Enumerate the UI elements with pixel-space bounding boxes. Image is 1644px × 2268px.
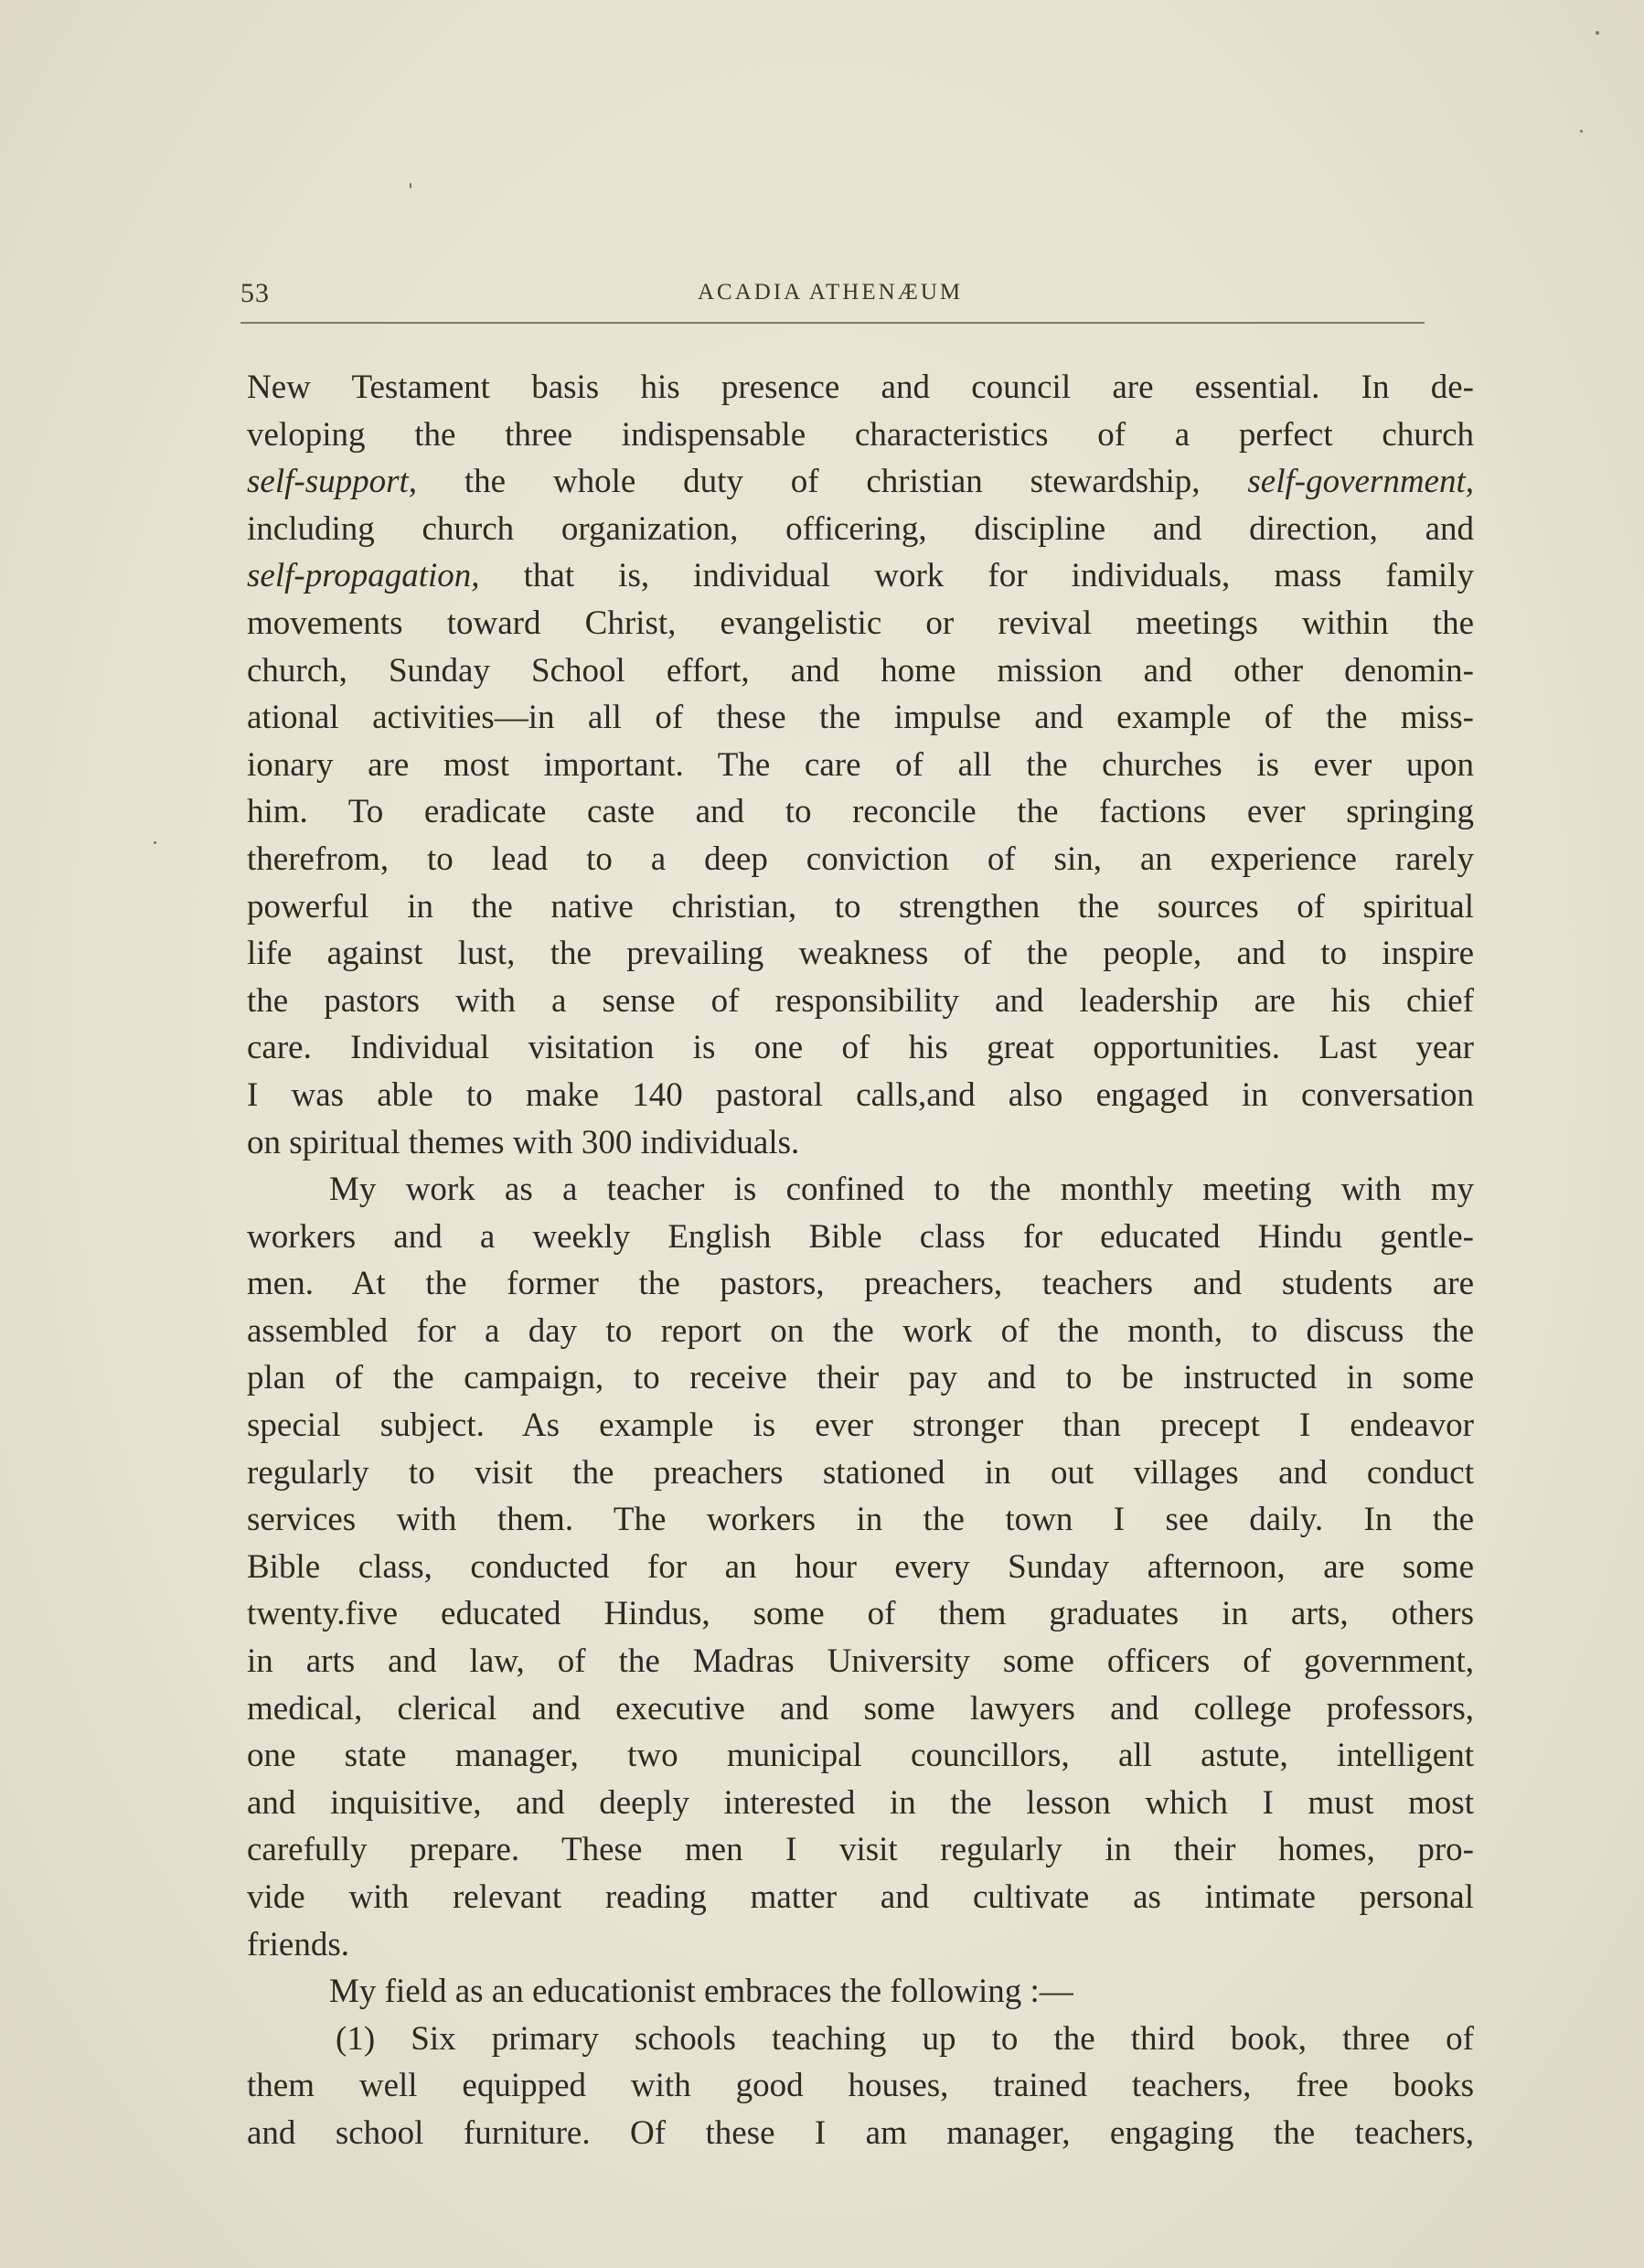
paper-speck [154, 841, 156, 844]
text-line [247, 1921, 1474, 1969]
text-run: self-propagation, [247, 557, 480, 595]
text-run: movements toward Christ, evangelistic or revival meetings within the [247, 604, 1474, 642]
paragraph [247, 2016, 1474, 2157]
text-line [247, 836, 1474, 883]
paper-speck [1596, 31, 1599, 35]
text-line [247, 1826, 1474, 1874]
text-line [247, 883, 1474, 931]
paragraph [247, 364, 1474, 1166]
text-run: vide with relevant reading matter and cultivate as intimate personal [247, 1878, 1474, 1916]
text-run: and inquisitive, and deeply interested in the lesson which I must most [247, 1783, 1474, 1822]
text-line [247, 458, 1474, 506]
text-run: the pastors with a sense of responsibility and leadership are his chief [247, 981, 1474, 1020]
running-head: ACADIA ATHENÆUM [698, 280, 964, 305]
text-run: life against lust, the prevailing weakness of the people, and to inspire [247, 935, 1474, 973]
text-run: plan of the campaign, to receive their pay and to be instructed in some [247, 1359, 1474, 1397]
text-line [247, 647, 1474, 695]
page-number: 53 [240, 278, 270, 308]
text-run: Bible class, conducted for an hour every Sunday afternoon, are some [247, 1547, 1474, 1586]
text-line [247, 2062, 1474, 2110]
text-line [247, 694, 1474, 742]
text-run: therefrom, to lead to a deep conviction of sin, an experience rarely [247, 840, 1474, 878]
header-rule [240, 322, 1425, 324]
text-line [247, 1308, 1474, 1355]
text-line [247, 1260, 1474, 1308]
text-run: friends. [247, 1925, 349, 1963]
text-run: medical, clerical and executive and some lawyers and college professors, [247, 1689, 1474, 1728]
text-run: ionary are most important. The care of all the churches is ever upon [247, 745, 1474, 784]
text-run: (1) Six primary schools teaching up to the third book, three of [336, 2019, 1474, 2058]
text-line [247, 1780, 1474, 1827]
text-run: regularly to visit the preachers stationed in out villages and conduct [247, 1453, 1474, 1492]
text-line [247, 1968, 1474, 2016]
text-run: church, Sunday School effort, and home mission and other denomin- [247, 651, 1474, 690]
body-text [247, 364, 1474, 2157]
text-run: twenty.five educated Hindus, some of them graduates in arts, others [247, 1595, 1474, 1633]
text-line [247, 506, 1474, 553]
text-line [247, 600, 1474, 647]
text-line [247, 364, 1474, 412]
text-line [247, 1544, 1474, 1591]
text-run: on spiritual themes with 300 individuals. [247, 1123, 800, 1161]
text-run: ational activities—in all of these the impulse and example of the miss- [247, 699, 1474, 737]
text-line [247, 930, 1474, 978]
text-line [247, 1732, 1474, 1780]
text-run: him. To eradicate caste and to reconcile the factions ever springing [247, 793, 1474, 831]
text-run: and school furniture. Of these I am manager, engaging the teachers, [247, 2113, 1474, 2152]
text-run: self-support, [247, 463, 418, 501]
text-line [247, 788, 1474, 836]
text-line [247, 2016, 1474, 2063]
text-line [247, 1354, 1474, 1402]
text-run: I was able to make 140 pastoral calls,and also engaged in conversation [247, 1075, 1474, 1114]
text-line [247, 1166, 1474, 1214]
text-run: one state manager, two municipal councillors, all astute, intelligent [247, 1737, 1474, 1775]
text-run: veloping the three indispensable characteristics of a perfect church [247, 415, 1474, 454]
text-run: powerful in the native christian, to strengthen the sources of spiritual [247, 887, 1474, 925]
paragraph [247, 1968, 1474, 2016]
paper-speck [410, 183, 411, 188]
text-run: self-government, [1247, 463, 1474, 501]
text-run: special subject. As example is ever stronger than precept I endeavor [247, 1407, 1474, 1445]
text-run: men. At the former the pastors, preachers, teachers and students are [247, 1265, 1474, 1303]
text-run: services with them. The workers in the town I see daily. In the [247, 1501, 1474, 1539]
text-line [247, 1214, 1474, 1261]
text-run: carefully prepare. These men I visit regularly in their homes, pro- [247, 1831, 1474, 1869]
text-line [247, 1072, 1474, 1119]
text-run: them well equipped with good houses, trained teachers, free books [247, 2067, 1474, 2105]
text-run: assembled for a day to report on the work of the month, to discuss the [247, 1311, 1474, 1350]
text-line [247, 1590, 1474, 1638]
paper-speck [1580, 130, 1583, 133]
text-run: New Testament basis his presence and council are essential. In de- [247, 369, 1474, 406]
text-run: My work as a teacher is confined to the monthly meeting with my [329, 1171, 1474, 1209]
text-line [247, 1402, 1474, 1450]
text-run: workers and a weekly English Bible class for educated Hindu gentle- [247, 1217, 1474, 1256]
page-header [240, 274, 1425, 311]
text-line [247, 552, 1474, 600]
text-run: the whole duty of christian stewardship, [417, 463, 1248, 501]
text-line [247, 742, 1474, 789]
text-run: care. Individual visitation is one of his great opportunities. Last year [247, 1029, 1474, 1067]
text-line [247, 1874, 1474, 1921]
text-line [247, 1450, 1474, 1497]
text-run: including church organization, officering, discipline and direction, and [247, 509, 1474, 548]
text-line [247, 1685, 1474, 1733]
text-line [247, 1638, 1474, 1685]
text-line [247, 412, 1474, 459]
paragraph [247, 1166, 1474, 1968]
text-line [247, 978, 1474, 1025]
text-line [247, 1119, 1474, 1167]
text-run: My field as an educationist embraces the following :— [329, 1973, 1073, 2011]
text-line [247, 1496, 1474, 1544]
text-run: that is, individual work for individuals, mass family [479, 557, 1474, 595]
text-line [247, 2110, 1474, 2157]
text-run: in arts and law, of the Madras University some officers of government, [247, 1642, 1474, 1681]
text-line [247, 1024, 1474, 1072]
